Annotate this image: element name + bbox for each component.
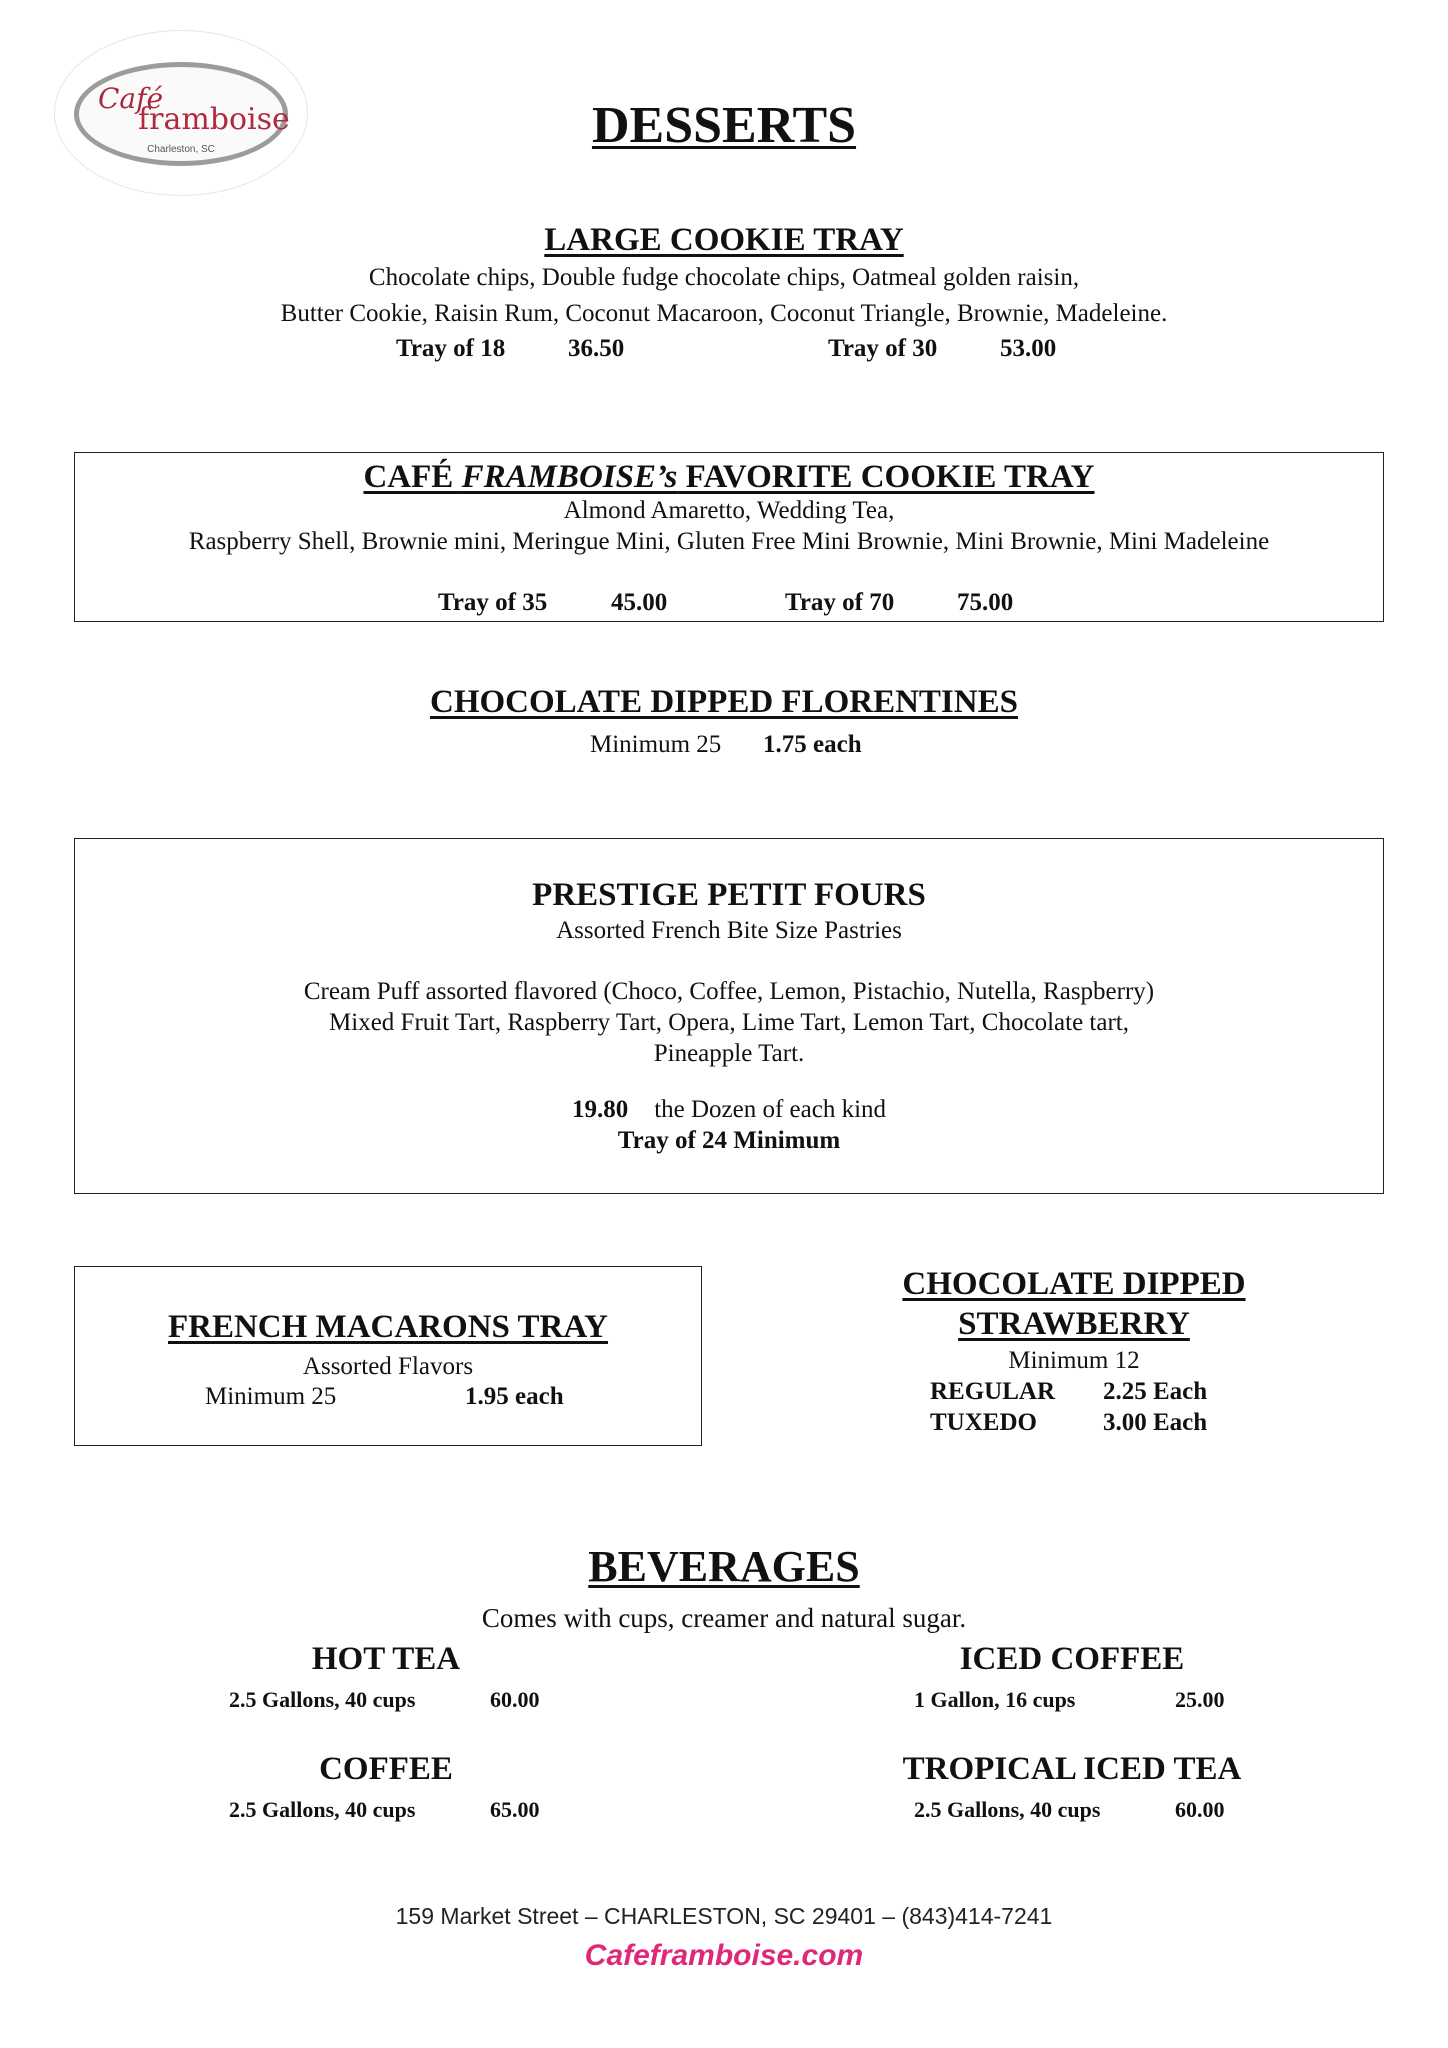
logo-city-text: Charleston, SC	[147, 144, 215, 155]
favorite-tray-option1-price: 45.00	[611, 589, 668, 616]
large-cookie-tray-line1: Chocolate chips, Double fudge chocolate chips, Oatmeal golden raisin,	[368, 264, 1080, 291]
petit-fours-price-line	[75, 1096, 1383, 1124]
petit-fours-line1: Cream Puff assorted flavored (Choco, Coffee, Lemon, Pistachio, Nutella, Raspberry)	[303, 978, 1155, 1005]
macarons-title: FRENCH MACARONS TRAY	[167, 1309, 609, 1345]
beverage-coffee-name: COFFEE	[319, 1751, 453, 1787]
footer-website-link[interactable]: Cafeframboise.com	[584, 1939, 864, 1972]
large-tray-option2-label: Tray of 30	[828, 335, 938, 362]
beverage-coffee-price: 65.00	[490, 1797, 540, 1822]
favorite-cookie-tray-box	[74, 452, 1384, 622]
favorite-tray-line2: Raspberry Shell, Brownie mini, Meringue Mini, Gluten Free Mini Brownie, Mini Brownie, Mini Madeleine	[188, 528, 1270, 555]
strawberry-regular-label: REGULAR	[930, 1378, 1056, 1405]
petit-fours-price: 19.80	[571, 1096, 629, 1123]
logo-cafe-text: Café	[98, 82, 164, 115]
strawberry-title-line1: CHOCOLATE DIPPED	[902, 1266, 1246, 1302]
beverage-hot-tea-size: 2.5 Gallons, 40 cups	[229, 1687, 416, 1712]
large-tray-option1-label: Tray of 18	[396, 335, 506, 362]
strawberry-regular-price: 2.25 Each	[1103, 1378, 1208, 1405]
beverage-tropical-iced-tea-price: 60.00	[1175, 1797, 1225, 1822]
large-tray-option1-price: 36.50	[568, 335, 625, 362]
petit-fours-title: PRESTIGE PETIT FOURS	[532, 877, 926, 913]
petit-fours-line3: Pineapple Tart.	[653, 1040, 805, 1067]
macarons-box	[74, 1266, 702, 1446]
petit-fours-minimum: Tray of 24 Minimum	[617, 1127, 841, 1154]
favorite-cookie-tray-title: CAFÉ FRAMBOISE’s FAVORITE COOKIE TRAY	[363, 459, 1095, 495]
favorite-tray-option2-label: Tray of 70	[785, 589, 895, 616]
strawberry-title-line2: STRAWBERRY	[958, 1306, 1190, 1342]
favorite-tray-option1-label: Tray of 35	[438, 589, 548, 616]
beverage-hot-tea-name: HOT TEA	[311, 1641, 461, 1677]
beverage-tropical-iced-tea-name: TROPICAL ICED TEA	[902, 1751, 1242, 1787]
macarons-price: 1.95 each	[465, 1383, 564, 1410]
beverages-title: BEVERAGES	[588, 1542, 860, 1591]
petit-fours-box	[74, 838, 1384, 1194]
logo-name-text: framboise	[138, 102, 290, 137]
macarons-subtitle: Assorted Flavors	[302, 1353, 474, 1380]
large-cookie-tray-line2: Butter Cookie, Raisin Rum, Coconut Macaroon, Coconut Triangle, Brownie, Madeleine.	[280, 300, 1168, 327]
florentines-minimum: Minimum 25	[590, 731, 722, 758]
beverage-coffee-size: 2.5 Gallons, 40 cups	[229, 1797, 416, 1822]
beverage-iced-coffee-name: ICED COFFEE	[959, 1641, 1185, 1677]
large-cookie-tray-title: LARGE COOKIE TRAY	[544, 222, 904, 258]
petit-fours-price-note: the Dozen of each kind	[654, 1096, 887, 1123]
large-tray-option2-price: 53.00	[1000, 335, 1057, 362]
strawberry-tuxedo-price: 3.00 Each	[1103, 1409, 1208, 1436]
petit-fours-subtitle: Assorted French Bite Size Pastries	[556, 917, 902, 944]
florentines-price: 1.75 each	[763, 731, 862, 758]
desserts-title: DESSERTS	[591, 97, 857, 154]
beverages-subtitle: Comes with cups, creamer and natural sugar.	[481, 1603, 967, 1633]
beverage-hot-tea-price: 60.00	[490, 1687, 540, 1712]
macarons-minimum: Minimum 25	[205, 1383, 337, 1410]
petit-fours-line2: Mixed Fruit Tart, Raspberry Tart, Opera, Lime Tart, Lemon Tart, Chocolate tart,	[329, 1009, 1129, 1036]
strawberry-tuxedo-label: TUXEDO	[930, 1409, 1037, 1436]
beverage-tropical-iced-tea-size: 2.5 Gallons, 40 cups	[914, 1797, 1101, 1822]
beverage-iced-coffee-price: 25.00	[1175, 1687, 1225, 1712]
strawberry-minimum: Minimum 12	[1008, 1347, 1140, 1374]
favorite-tray-line1: Almond Amaretto, Wedding Tea,	[563, 497, 895, 524]
florentines-title: CHOCOLATE DIPPED FLORENTINES	[430, 684, 1018, 720]
favorite-tray-option2-price: 75.00	[957, 589, 1014, 616]
footer-address: 159 Market Street – CHARLESTON, SC 29401 – (843)414-7241	[395, 1903, 1053, 1929]
beverage-iced-coffee-size: 1 Gallon, 16 cups	[914, 1687, 1076, 1712]
